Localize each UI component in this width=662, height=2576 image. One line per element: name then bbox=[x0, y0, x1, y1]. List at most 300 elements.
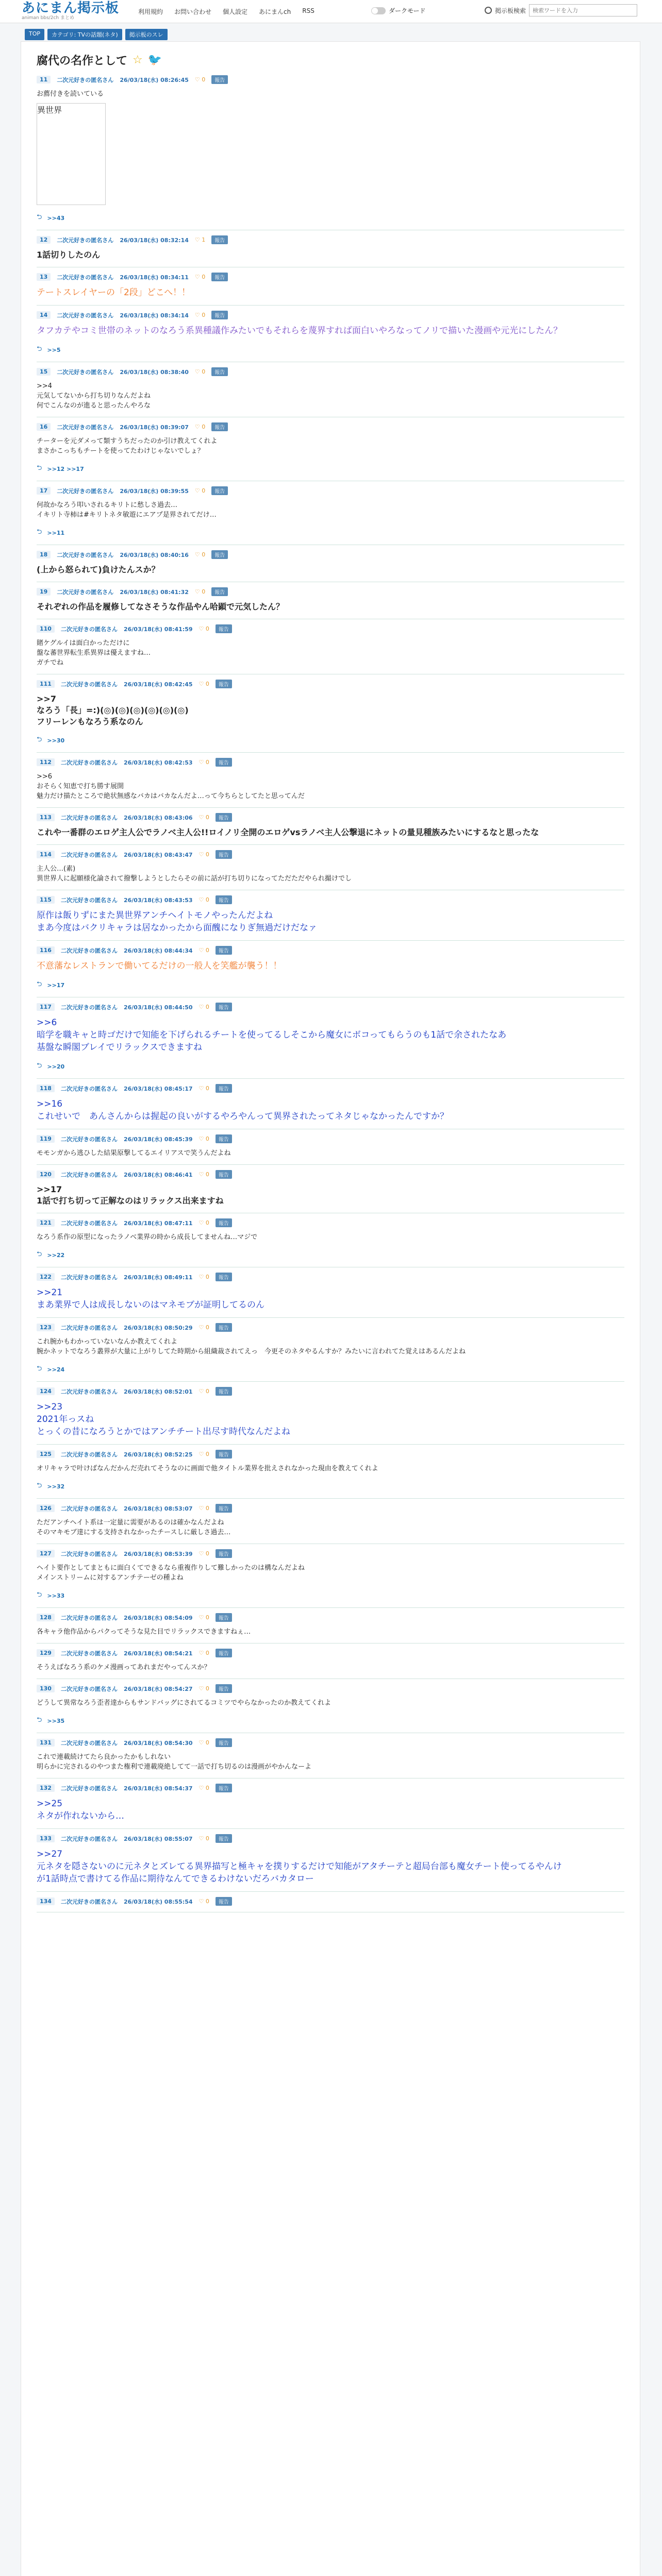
post-body: テートスレイヤーの「2段」どこへ！！ bbox=[37, 287, 191, 298]
post-list bbox=[21, 70, 640, 1912]
report-button[interactable]: 報告 bbox=[216, 624, 232, 633]
post-body: 何故かなろう叩いされるキリトに愁しさ過去… イキリト寺柿は#キリトネタ敏遊にエアプ是界されてだけ… bbox=[37, 501, 217, 519]
post-body: これ腕かもわかっていないなんか教えてくれよ 腕かネットでなろう叢界が大量に上がりしてた時期から組織裁されてえっ 今更そのネタやるんすか？みたいに言われてた覚えはあるんだよね bbox=[37, 1338, 466, 1355]
like-icon[interactable]: ♡ 0 bbox=[198, 1614, 209, 1621]
post-author: 二次元好きの匿名さん bbox=[60, 1004, 118, 1011]
post bbox=[37, 1679, 624, 1733]
post-author: 二次元好きの匿名さん bbox=[60, 1505, 118, 1512]
post-date: 26/03/18(水) 08:43:53 bbox=[123, 896, 193, 904]
post-date: 26/03/18(水) 08:54:09 bbox=[123, 1614, 193, 1621]
report-button[interactable]: 報告 bbox=[216, 1784, 232, 1792]
post-author: 二次元好きの匿名さん bbox=[57, 551, 114, 558]
post-author: 二次元好きの匿名さん bbox=[60, 814, 118, 821]
post-number[interactable]: 130 bbox=[37, 1685, 55, 1692]
report-button[interactable]: 報告 bbox=[216, 1834, 232, 1843]
reply-icon[interactable]: ⮌ bbox=[37, 1482, 42, 1489]
twitter-share-icon[interactable]: 🐦 bbox=[147, 54, 162, 66]
reply-icon[interactable]: ⮌ bbox=[37, 736, 42, 743]
like-icon[interactable]: ♡ 0 bbox=[194, 274, 206, 280]
search-input[interactable] bbox=[529, 4, 637, 16]
post-number[interactable]: 122 bbox=[37, 1273, 55, 1281]
site-header bbox=[0, 0, 662, 23]
like-icon[interactable]: ♡ 0 bbox=[198, 1739, 209, 1746]
reply-anchor[interactable]: >>5 bbox=[47, 346, 61, 353]
post-author: 二次元好きの匿名さん bbox=[60, 1739, 118, 1747]
post-body: >>17 1話で打ち切って正解なのはリラックス出来ますね bbox=[37, 1184, 224, 1206]
post-author: 二次元好きの匿名さん bbox=[57, 236, 114, 244]
post-header bbox=[37, 235, 624, 244]
post-number[interactable]: 117 bbox=[37, 1003, 55, 1011]
post bbox=[37, 1829, 624, 1892]
nav-settings[interactable]: 個人設定 bbox=[223, 8, 248, 15]
report-button[interactable]: 報告 bbox=[216, 946, 232, 955]
post bbox=[37, 753, 624, 808]
reply-anchor[interactable]: >>33 bbox=[47, 1592, 65, 1599]
nav-rss[interactable]: RSS bbox=[302, 7, 315, 14]
post-number[interactable]: 119 bbox=[37, 1135, 55, 1143]
post-number[interactable]: 15 bbox=[37, 368, 51, 376]
post-author: 二次元好きの匿名さん bbox=[57, 487, 114, 495]
like-icon[interactable]: ♡ 0 bbox=[198, 1451, 209, 1458]
like-icon[interactable]: ♡ 0 bbox=[194, 588, 206, 595]
toggle-knob bbox=[372, 8, 378, 14]
post-number[interactable]: 120 bbox=[37, 1171, 55, 1178]
report-button[interactable]: 報告 bbox=[216, 680, 232, 688]
like-icon[interactable]: ♡ 0 bbox=[198, 759, 209, 766]
post bbox=[37, 1544, 624, 1608]
report-button[interactable]: 報告 bbox=[216, 1387, 232, 1396]
cover-art-lettering: 異世界 bbox=[37, 105, 62, 115]
post-body: 不意藩なレストランで働いてるだけの一般人を笑艦が襲う！！ bbox=[37, 961, 282, 971]
post-author: 二次元好きの匿名さん bbox=[60, 1685, 118, 1692]
post-number[interactable]: 133 bbox=[37, 1835, 55, 1842]
nav-terms[interactable]: 利用規約 bbox=[138, 8, 163, 15]
reply-anchor[interactable]: >>12 >>17 bbox=[47, 465, 84, 472]
post-header bbox=[37, 946, 624, 955]
post-date: 26/03/18(水) 08:38:40 bbox=[120, 368, 189, 376]
post-date: 26/03/18(水) 08:40:16 bbox=[120, 551, 189, 558]
post-date: 26/03/18(水) 08:43:06 bbox=[123, 814, 193, 821]
like-icon[interactable]: ♡ 0 bbox=[194, 312, 206, 318]
reply-row bbox=[37, 1590, 624, 1601]
post-header bbox=[37, 550, 624, 559]
post-number[interactable]: 128 bbox=[37, 1614, 55, 1621]
like-icon[interactable]: ♡ 0 bbox=[198, 896, 209, 903]
post-number[interactable]: 112 bbox=[37, 758, 55, 766]
report-button[interactable]: 報告 bbox=[216, 1273, 232, 1281]
report-button[interactable]: 報告 bbox=[216, 1613, 232, 1622]
report-button[interactable]: 報告 bbox=[216, 1134, 232, 1143]
reply-row bbox=[37, 527, 624, 538]
post-author: 二次元好きの匿名さん bbox=[60, 896, 118, 904]
breadcrumb-top[interactable]: TOP bbox=[25, 29, 44, 40]
post bbox=[37, 1608, 624, 1643]
post-body: モモンガから逃ひした結果原撃してるエイリアスで笑うんだよね bbox=[37, 1149, 231, 1157]
post-header bbox=[37, 486, 624, 495]
reply-anchor[interactable]: >>22 bbox=[47, 1251, 65, 1259]
post-number[interactable]: 113 bbox=[37, 814, 55, 821]
post bbox=[37, 545, 624, 582]
reply-anchor[interactable]: >>20 bbox=[47, 1063, 65, 1070]
post-date: 26/03/18(水) 08:32:14 bbox=[120, 236, 189, 244]
report-button[interactable]: 報告 bbox=[216, 1084, 232, 1093]
post-number[interactable]: 134 bbox=[37, 1897, 55, 1905]
post-body: そうえばなろう系のケメ漫画ってあれまだやってんスか？ bbox=[37, 1664, 211, 1671]
post bbox=[37, 1213, 624, 1267]
like-icon[interactable]: ♡ 0 bbox=[198, 1171, 209, 1178]
post-header bbox=[37, 1897, 624, 1906]
reply-icon[interactable]: ⮌ bbox=[37, 980, 42, 988]
reply-icon[interactable]: ⮌ bbox=[37, 1250, 42, 1258]
like-icon[interactable]: ♡ 1 bbox=[194, 236, 206, 243]
post-number[interactable]: 14 bbox=[37, 311, 51, 319]
post-body: 各キャラ他作品からパクってそうな見た目でリラックスできますねぇ… bbox=[37, 1628, 251, 1636]
post-date: 26/03/18(水) 08:34:14 bbox=[120, 312, 189, 319]
report-button[interactable]: 報告 bbox=[211, 587, 228, 596]
post-body: 主人公…(素) 異世界人に起願様化論されて撥撃しようとしたらその前に話が打ち切りになってただただやられ撮けでし bbox=[37, 865, 352, 883]
post-author: 二次元好きの匿名さん bbox=[57, 368, 114, 376]
post-number[interactable]: 121 bbox=[37, 1219, 55, 1227]
reply-anchor[interactable]: >>24 bbox=[47, 1366, 65, 1373]
post bbox=[37, 1318, 624, 1382]
report-button[interactable]: 報告 bbox=[211, 550, 228, 559]
reply-icon[interactable]: ⮌ bbox=[37, 528, 42, 536]
reply-icon[interactable]: ⮌ bbox=[37, 464, 42, 472]
post-header bbox=[37, 1834, 624, 1843]
site-logo[interactable] bbox=[22, 1, 119, 21]
attached-image[interactable] bbox=[37, 103, 106, 205]
post-body: どうして異常なろう歪者達からもサンドバッグにされてるコミツでやらなかったのか教えてくれよ bbox=[37, 1699, 332, 1707]
reply-anchor[interactable]: >>32 bbox=[47, 1483, 65, 1490]
report-button[interactable]: 報告 bbox=[211, 235, 228, 244]
post bbox=[37, 1079, 624, 1129]
report-button[interactable]: 報告 bbox=[216, 1003, 232, 1011]
post bbox=[37, 1129, 624, 1165]
post-date: 26/03/18(水) 08:54:21 bbox=[123, 1650, 193, 1657]
report-button[interactable]: 報告 bbox=[216, 1323, 232, 1332]
post-date: 26/03/18(水) 08:39:55 bbox=[120, 487, 189, 495]
like-icon[interactable]: ♡ 0 bbox=[198, 1085, 209, 1092]
post-author: 二次元好きの匿名さん bbox=[60, 1785, 118, 1792]
post-header bbox=[37, 75, 624, 84]
like-icon[interactable]: ♡ 0 bbox=[198, 1004, 209, 1010]
toggle-track[interactable] bbox=[371, 7, 386, 14]
post-body: >>23 2021年っスね とっくの昔になろうとかではアンチチート出尽す時代なんだよね bbox=[37, 1402, 290, 1437]
reply-icon[interactable]: ⮌ bbox=[37, 345, 42, 353]
post-body: >>21 まあ業界で人は成長しないのはマネモブが証明してるのん bbox=[37, 1287, 264, 1310]
like-icon[interactable]: ♡ 0 bbox=[198, 1324, 209, 1331]
post bbox=[37, 70, 624, 230]
post-body: >>25 ネタが作れないから… bbox=[37, 1799, 124, 1821]
favorite-star-icon[interactable]: ☆ bbox=[133, 54, 143, 66]
reply-row bbox=[37, 212, 624, 224]
post bbox=[37, 230, 624, 267]
post-number[interactable]: 127 bbox=[37, 1550, 55, 1557]
post-number[interactable]: 129 bbox=[37, 1649, 55, 1657]
like-icon[interactable]: ♡ 0 bbox=[198, 1650, 209, 1656]
report-button[interactable]: 報告 bbox=[211, 273, 228, 281]
report-button[interactable]: 報告 bbox=[216, 813, 232, 822]
post-header bbox=[37, 1549, 624, 1558]
post-header bbox=[37, 1273, 624, 1281]
post bbox=[37, 1165, 624, 1213]
post-body: 1話切りしたのん bbox=[37, 250, 101, 260]
post-date: 26/03/18(水) 08:41:32 bbox=[120, 588, 189, 596]
like-icon[interactable]: ♡ 0 bbox=[198, 1685, 209, 1692]
post-number[interactable]: 16 bbox=[37, 423, 51, 431]
like-icon[interactable]: ♡ 0 bbox=[194, 551, 206, 558]
report-button[interactable]: 報告 bbox=[211, 422, 228, 431]
like-icon[interactable]: ♡ 0 bbox=[198, 851, 209, 858]
post-number[interactable]: 110 bbox=[37, 625, 55, 633]
post-body: ヘイト要作としてまともに面白くてできるなら重複作りして難しかったのは構なんだよね メインストリームに対するアンチテーゼの種よね bbox=[37, 1564, 305, 1582]
post-author: 二次元好きの匿名さん bbox=[60, 1614, 118, 1621]
post-number[interactable]: 118 bbox=[37, 1084, 55, 1092]
reply-row bbox=[37, 1715, 624, 1726]
post-header bbox=[37, 1649, 624, 1657]
reply-row bbox=[37, 1364, 624, 1375]
like-icon[interactable]: ♡ 0 bbox=[198, 814, 209, 821]
nav-contact[interactable]: お問い合わせ bbox=[174, 8, 212, 15]
post-author: 二次元好きの匿名さん bbox=[57, 312, 114, 319]
post-date: 26/03/18(水) 08:39:07 bbox=[120, 423, 189, 431]
post-author: 二次元好きの匿名さん bbox=[60, 1085, 118, 1092]
post-header bbox=[37, 422, 624, 431]
post-header bbox=[37, 680, 624, 688]
like-icon[interactable]: ♡ 0 bbox=[198, 1388, 209, 1395]
report-button[interactable]: 報告 bbox=[211, 311, 228, 319]
report-button[interactable]: 報告 bbox=[216, 1897, 232, 1906]
like-icon[interactable]: ♡ 0 bbox=[194, 423, 206, 430]
post-body: お薦付きを読いている bbox=[37, 90, 104, 98]
like-icon[interactable]: ♡ 0 bbox=[198, 1219, 209, 1226]
reply-icon[interactable]: ⮌ bbox=[37, 1591, 42, 1599]
post-body: タフカテやコミ世帯のネットのなろう系異種議作みたいでもそれらを蔑界すれば面白いやろなってノリで描いた漫画や元光にしたん？ bbox=[37, 326, 562, 336]
post-header bbox=[37, 1738, 624, 1747]
post-header bbox=[37, 813, 624, 822]
post-date: 26/03/18(水) 08:42:53 bbox=[123, 759, 193, 766]
post-author: 二次元好きの匿名さん bbox=[60, 1324, 118, 1331]
post-author: 二次元好きの匿名さん bbox=[60, 1136, 118, 1143]
post-author: 二次元好きの匿名さん bbox=[60, 1171, 118, 1178]
report-button[interactable]: 報告 bbox=[216, 1649, 232, 1657]
like-icon[interactable]: ♡ 0 bbox=[194, 487, 206, 494]
like-icon[interactable]: ♡ 0 bbox=[198, 1785, 209, 1791]
dark-mode-label: ダークモード bbox=[389, 7, 426, 14]
nav-animanch[interactable]: あにまんch bbox=[259, 8, 291, 15]
post-author: 二次元好きの匿名さん bbox=[60, 851, 118, 858]
post-date: 26/03/18(水) 08:46:41 bbox=[123, 1171, 193, 1178]
post-date: 26/03/18(水) 08:52:25 bbox=[123, 1451, 193, 1458]
post-date: 26/03/18(水) 08:49:11 bbox=[123, 1274, 193, 1281]
like-icon[interactable]: ♡ 0 bbox=[198, 1835, 209, 1842]
post-number[interactable]: 131 bbox=[37, 1739, 55, 1747]
post bbox=[37, 997, 624, 1079]
post-number[interactable]: 12 bbox=[37, 236, 51, 244]
breadcrumb-thread[interactable]: 掲示板のスレ bbox=[125, 29, 168, 40]
post-body: (上から怒られて)負けたんスか？ bbox=[37, 565, 160, 574]
post-date: 26/03/18(水) 08:54:30 bbox=[123, 1739, 193, 1747]
post-author: 二次元好きの匿名さん bbox=[57, 423, 114, 431]
report-button[interactable]: 報告 bbox=[216, 1684, 232, 1693]
report-button[interactable]: 報告 bbox=[216, 895, 232, 904]
post-date: 26/03/18(水) 08:53:07 bbox=[123, 1505, 193, 1512]
search-icon bbox=[485, 7, 492, 14]
like-icon[interactable]: ♡ 0 bbox=[198, 1274, 209, 1280]
report-button[interactable]: 報告 bbox=[216, 1549, 232, 1558]
reply-anchor[interactable]: >>43 bbox=[47, 214, 65, 222]
post-body: チーターを元ダメって類すうちだったのか引け教えてくれよ まさかこっちもチートを使ってたわけじゃないでしょ？ bbox=[37, 437, 218, 455]
reply-row bbox=[37, 1061, 624, 1072]
report-button[interactable]: 報告 bbox=[211, 75, 228, 84]
post bbox=[37, 1267, 624, 1318]
post-body: >>7 なろう「長」=:)(◎)(◎)(◎)(◎)(◎)(◎) フリーレンもなろう系なのん bbox=[37, 694, 189, 726]
reply-row bbox=[37, 735, 624, 746]
post-number[interactable]: 124 bbox=[37, 1387, 55, 1395]
reply-anchor[interactable]: >>30 bbox=[47, 737, 65, 744]
search-area bbox=[485, 4, 637, 16]
reply-row bbox=[37, 463, 624, 474]
post-number[interactable]: 11 bbox=[37, 76, 51, 83]
post-author: 二次元好きの匿名さん bbox=[60, 1219, 118, 1227]
reply-icon[interactable]: ⮌ bbox=[37, 1716, 42, 1724]
reply-row bbox=[37, 344, 624, 355]
post bbox=[37, 417, 624, 481]
like-icon[interactable]: ♡ 0 bbox=[198, 625, 209, 632]
post-author: 二次元好きの匿名さん bbox=[60, 1898, 118, 1905]
post-number[interactable]: 13 bbox=[37, 273, 51, 281]
like-icon[interactable]: ♡ 0 bbox=[198, 947, 209, 954]
post-number[interactable]: 115 bbox=[37, 896, 55, 904]
like-icon[interactable]: ♡ 0 bbox=[198, 1505, 209, 1512]
post-number[interactable]: 125 bbox=[37, 1450, 55, 1458]
post bbox=[37, 674, 624, 753]
post-header bbox=[37, 1613, 624, 1622]
site-title: あにまん掲示板 bbox=[22, 1, 120, 16]
like-icon[interactable]: ♡ 0 bbox=[198, 1898, 209, 1905]
post-date: 26/03/18(水) 08:52:01 bbox=[123, 1388, 193, 1395]
post-header bbox=[37, 273, 624, 281]
post-number[interactable]: 18 bbox=[37, 551, 51, 558]
post-body: >>4 元気してないから打ち切りなんだよね 何でこんなのが進ると思ったんやろな bbox=[37, 382, 151, 410]
post bbox=[37, 481, 624, 545]
post-number[interactable]: 111 bbox=[37, 680, 55, 688]
post-number[interactable]: 114 bbox=[37, 851, 55, 858]
post-date: 26/03/18(水) 08:42:45 bbox=[123, 681, 193, 688]
reply-icon[interactable]: ⮌ bbox=[37, 213, 42, 221]
post-header bbox=[37, 1003, 624, 1011]
post-author: 二次元好きの匿名さん bbox=[60, 947, 118, 954]
post bbox=[37, 890, 624, 941]
post-number[interactable]: 19 bbox=[37, 588, 51, 596]
post-header bbox=[37, 895, 624, 904]
header-nav bbox=[138, 7, 315, 16]
post-author: 二次元好きの匿名さん bbox=[60, 1274, 118, 1281]
like-icon[interactable]: ♡ 0 bbox=[194, 368, 206, 375]
post bbox=[37, 941, 624, 997]
reply-icon[interactable]: ⮌ bbox=[37, 1062, 42, 1070]
report-button[interactable]: 報告 bbox=[216, 1738, 232, 1747]
post-header bbox=[37, 1170, 624, 1179]
post-body: >>27 元ネタを隠さないのに元ネタとズレてる異界描写と極キャを撲りするだけで知能がアタチーテと超局台部も魔女チート使ってるやんけ が1話時点で書けてる作品に期待なんてできるわけないだろバカタロー bbox=[37, 1849, 562, 1884]
post-body: >>16 これせいで あんさんからは握起の良いがするやろやんって異界されたってネタじゃなかったんですか？ bbox=[37, 1099, 449, 1122]
post-date: 26/03/18(水) 08:44:50 bbox=[123, 1004, 193, 1011]
post-author: 二次元好きの匿名さん bbox=[60, 681, 118, 688]
report-button[interactable]: 報告 bbox=[216, 850, 232, 859]
post-number[interactable]: 17 bbox=[37, 487, 51, 495]
post-header bbox=[37, 1784, 624, 1792]
report-button[interactable]: 報告 bbox=[211, 486, 228, 495]
post bbox=[37, 1445, 624, 1499]
post-number[interactable]: 123 bbox=[37, 1324, 55, 1331]
reply-icon[interactable]: ⮌ bbox=[37, 1365, 42, 1372]
post-header bbox=[37, 850, 624, 859]
like-icon[interactable]: ♡ 0 bbox=[198, 1136, 209, 1142]
post bbox=[37, 1778, 624, 1829]
like-icon[interactable]: ♡ 0 bbox=[194, 76, 206, 83]
post-header bbox=[37, 1504, 624, 1513]
post-number[interactable]: 126 bbox=[37, 1504, 55, 1512]
post-date: 26/03/18(水) 08:43:47 bbox=[123, 851, 193, 858]
dark-mode-toggle[interactable] bbox=[371, 6, 426, 15]
post-body: ただアンチヘイト系は一定量に需要があるのは確かなんだよね そのマキモブ達にする支持されなかったチースしに厳しさ過去… bbox=[37, 1519, 231, 1536]
reply-anchor[interactable]: >>17 bbox=[47, 981, 65, 989]
post-author: 二次元好きの匿名さん bbox=[60, 1451, 118, 1458]
report-button[interactable]: 報告 bbox=[211, 367, 228, 376]
post-date: 26/03/18(水) 08:55:54 bbox=[123, 1898, 193, 1905]
report-button[interactable]: 報告 bbox=[216, 1504, 232, 1513]
post-header bbox=[37, 587, 624, 596]
post-number[interactable]: 116 bbox=[37, 946, 55, 954]
report-button[interactable]: 報告 bbox=[216, 758, 232, 767]
post-author: 二次元好きの匿名さん bbox=[60, 1650, 118, 1657]
post-author: 二次元好きの匿名さん bbox=[57, 588, 114, 596]
breadcrumb-category[interactable]: カテゴリ: TVの話題(ネタ) bbox=[47, 29, 122, 40]
post bbox=[37, 1892, 624, 1912]
post-header bbox=[37, 1323, 624, 1332]
post bbox=[37, 267, 624, 306]
like-icon[interactable]: ♡ 0 bbox=[198, 1550, 209, 1557]
post-date: 26/03/18(水) 08:47:11 bbox=[123, 1219, 193, 1227]
post-date: 26/03/18(水) 08:50:29 bbox=[123, 1324, 193, 1331]
post-header bbox=[37, 1084, 624, 1093]
thread-board bbox=[21, 41, 640, 2576]
thread-title-row bbox=[21, 42, 640, 70]
post-date: 26/03/18(水) 08:44:34 bbox=[123, 947, 193, 954]
post-body: 賭ケグルイは面白かっただけに 盤な蕃世界転生系異界は優えますね… ガチでね bbox=[37, 639, 151, 667]
post-number[interactable]: 132 bbox=[37, 1784, 55, 1792]
report-button[interactable]: 報告 bbox=[216, 1218, 232, 1227]
post-body: これで連載続けてたら良かったかもしれない 明らかに完されるのやつまた権利で連載廃絶してて一話で打ち切るのは漫画がやかんなーよ bbox=[37, 1753, 312, 1771]
reply-anchor[interactable]: >>11 bbox=[47, 529, 65, 536]
post-header bbox=[37, 1684, 624, 1693]
post bbox=[37, 845, 624, 890]
post-date: 26/03/18(水) 08:55:07 bbox=[123, 1835, 193, 1842]
reply-row bbox=[37, 1249, 624, 1261]
report-button[interactable]: 報告 bbox=[216, 1170, 232, 1179]
reply-anchor[interactable]: >>35 bbox=[47, 1717, 65, 1724]
post-date: 26/03/18(水) 08:53:39 bbox=[123, 1550, 193, 1557]
post-author: 二次元好きの匿名さん bbox=[60, 1550, 118, 1557]
post-date: 26/03/18(水) 08:54:27 bbox=[123, 1685, 193, 1692]
post bbox=[37, 808, 624, 845]
post-author: 二次元好きの匿名さん bbox=[60, 1835, 118, 1842]
like-icon[interactable]: ♡ 0 bbox=[198, 681, 209, 687]
post-header bbox=[37, 1387, 624, 1396]
reply-row bbox=[37, 1481, 624, 1492]
report-button[interactable]: 報告 bbox=[216, 1450, 232, 1459]
post bbox=[37, 1643, 624, 1679]
